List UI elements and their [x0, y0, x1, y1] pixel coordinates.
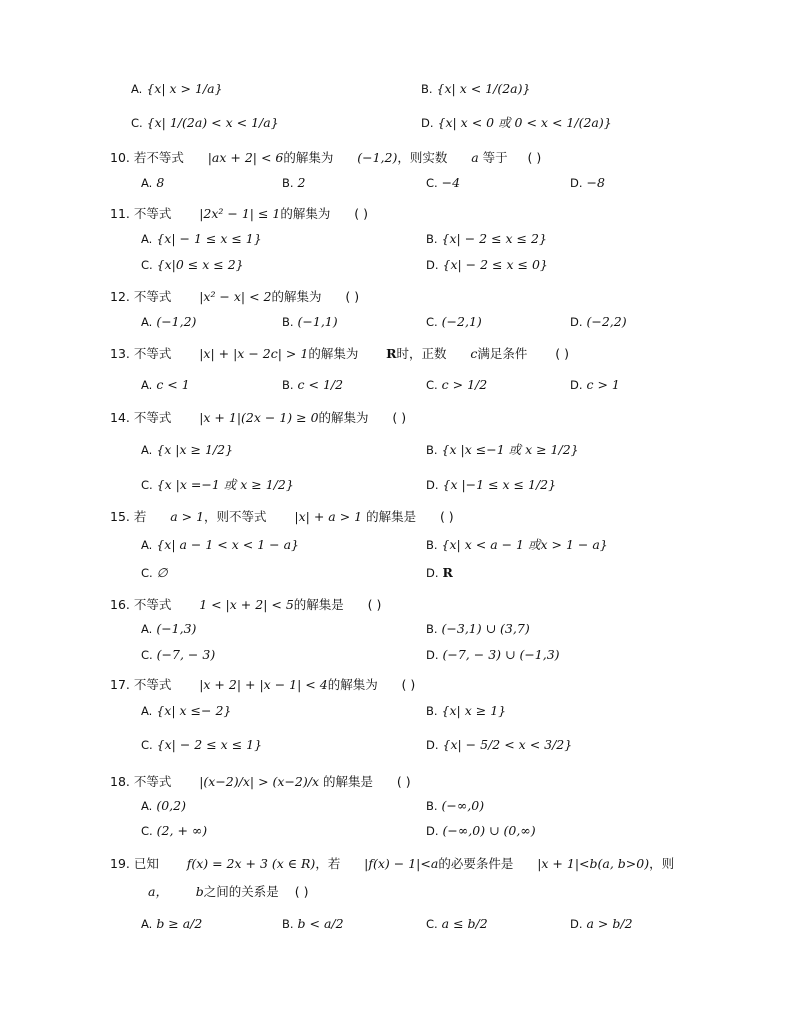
q13-option-a: A. c < 1	[141, 377, 190, 392]
q9-option-c: C. {x| 1/(2a) < x < 1/a}	[131, 115, 279, 130]
q9-option-b-text: {x| x < 1/(2a)}	[436, 81, 531, 96]
q18-option-b: B. (−∞,0)	[426, 798, 485, 813]
q14-answer-paren: ( )	[392, 410, 407, 425]
q17-stem: 17. 不等式 |x + 2| + |x − 1| < 4的解集为 ( )	[110, 677, 416, 692]
q19-option-c: C. a ≤ b/2	[426, 916, 488, 931]
q16-option-c: C. (−7, − 3)	[141, 647, 216, 662]
q11-answer-paren: ( )	[354, 206, 368, 221]
q19-option-b: B. b < a/2	[282, 916, 344, 931]
q15-answer-paren: ( )	[439, 509, 454, 524]
q17-option-c: C. {x| − 2 ≤ x ≤ 1}	[141, 737, 263, 752]
q9-option-b: B. {x| x < 1/(2a)}	[421, 81, 531, 96]
q16-option-b: B. (−3,1) ∪ (3,7)	[426, 621, 530, 636]
q11-option-c: C. {x|0 ≤ x ≤ 2}	[141, 257, 244, 272]
q16-option-d: D. (−7, − 3) ∪ (−1,3)	[426, 647, 560, 662]
q18-stem: 18. 不等式 |(x−2)/x| > (x−2)/x 的解集是 ( )	[110, 774, 411, 789]
q9-option-a-text: {x| x > 1/a}	[146, 81, 223, 96]
q12-option-b: B. (−1,1)	[282, 314, 338, 329]
q10-option-b: B. 2	[282, 175, 306, 190]
q14-stem: 14. 不等式 |x + 1|(2x − 1) ≥ 0的解集为 ( )	[110, 410, 407, 425]
q14-option-a: A. {x |x ≥ 1/2}	[141, 442, 234, 457]
q15-option-c: C. ∅	[141, 565, 168, 580]
q17-option-b: B. {x| x ≥ 1}	[426, 703, 507, 718]
q19-option-a: A. b ≥ a/2	[141, 916, 203, 931]
q19-answer-paren: ( )	[294, 884, 309, 899]
q13-option-b: B. c < 1/2	[282, 377, 344, 392]
q19-stem: 19. 已知 f(x) = 2x + 3 (x ∈ R)，若 |f(x) − 1|<a的必要条件是 |x + 1|<b(a, b>0)，则	[110, 856, 675, 871]
q14-option-d: D. {x |−1 ≤ x ≤ 1/2}	[426, 477, 557, 492]
q15-option-d: D. R	[426, 565, 453, 580]
q17-option-d: D. {x| − 5/2 < x < 3/2}	[426, 737, 573, 752]
q13-stem: 13. 不等式 |x| + |x − 2c| > 1的解集为 R时，正数 c满足条件 ( )	[110, 346, 569, 361]
q10-answer-paren: ( )	[527, 150, 542, 165]
q16-answer-paren: ( )	[367, 597, 382, 612]
q11-stem: 11. 不等式 |2x² − 1| ≤ 1的解集为 ( )	[110, 206, 368, 221]
q15-stem: 15. 若 a > 1，则不等式 |x| + a > 1 的解集是 ( )	[110, 509, 454, 524]
q13-option-c: C. c > 1/2	[426, 377, 488, 392]
q10-stem: 10. 若不等式 |ax + 2| < 6的解集为 (−1,2)，则实数 a 等于 ( )	[110, 150, 542, 165]
q12-answer-paren: ( )	[345, 289, 360, 304]
q18-option-a: A. (0,2)	[141, 798, 186, 813]
q9-option-d-text: {x| x < 0 或 0 < x < 1/(2a)}	[437, 115, 612, 130]
q13-answer-paren: ( )	[555, 346, 569, 361]
q10-option-c: C. −4	[426, 175, 461, 190]
q18-answer-paren: ( )	[396, 774, 411, 789]
q19-option-d: D. a > b/2	[570, 916, 633, 931]
q14-option-b: B. {x |x ≤−1 或 x ≥ 1/2}	[426, 442, 579, 457]
q12-stem: 12. 不等式 |x² − x| < 2的解集为 ( )	[110, 289, 360, 304]
q14-option-c: C. {x |x =−1 或 x ≥ 1/2}	[141, 477, 294, 492]
q19-stem-line2: a， b之间的关系是 ( )	[148, 884, 309, 899]
q17-option-a: A. {x| x ≤− 2}	[141, 703, 232, 718]
q12-option-a: A. (−1,2)	[141, 314, 197, 329]
q18-option-c: C. (2, + ∞)	[141, 823, 208, 838]
q12-option-c: C. (−2,1)	[426, 314, 482, 329]
q17-answer-paren: ( )	[401, 677, 416, 692]
q11-option-d: D. {x| − 2 ≤ x ≤ 0}	[426, 257, 548, 272]
q16-option-a: A. (−1,3)	[141, 621, 197, 636]
q13-option-d: D. c > 1	[570, 377, 620, 392]
q12-option-d: D. (−2,2)	[570, 314, 627, 329]
q9-option-a: A. {x| x > 1/a}	[131, 81, 223, 96]
q11-option-b: B. {x| − 2 ≤ x ≤ 2}	[426, 231, 547, 246]
q11-option-a: A. {x| − 1 ≤ x ≤ 1}	[141, 231, 262, 246]
q10-option-a: A. 8	[141, 175, 165, 190]
q16-stem: 16. 不等式 1 < |x + 2| < 5的解集是 ( )	[110, 597, 382, 612]
q15-option-b: B. {x| x < a − 1 或x > 1 − a}	[426, 537, 608, 552]
q10-option-d: D. −8	[570, 175, 605, 190]
q15-option-a: A. {x| a − 1 < x < 1 − a}	[141, 537, 299, 552]
q9-option-c-text: {x| 1/(2a) < x < 1/a}	[146, 115, 279, 130]
q18-option-d: D. (−∞,0) ∪ (0,∞)	[426, 823, 536, 838]
q9-option-d: D. {x| x < 0 或 0 < x < 1/(2a)}	[421, 115, 612, 130]
